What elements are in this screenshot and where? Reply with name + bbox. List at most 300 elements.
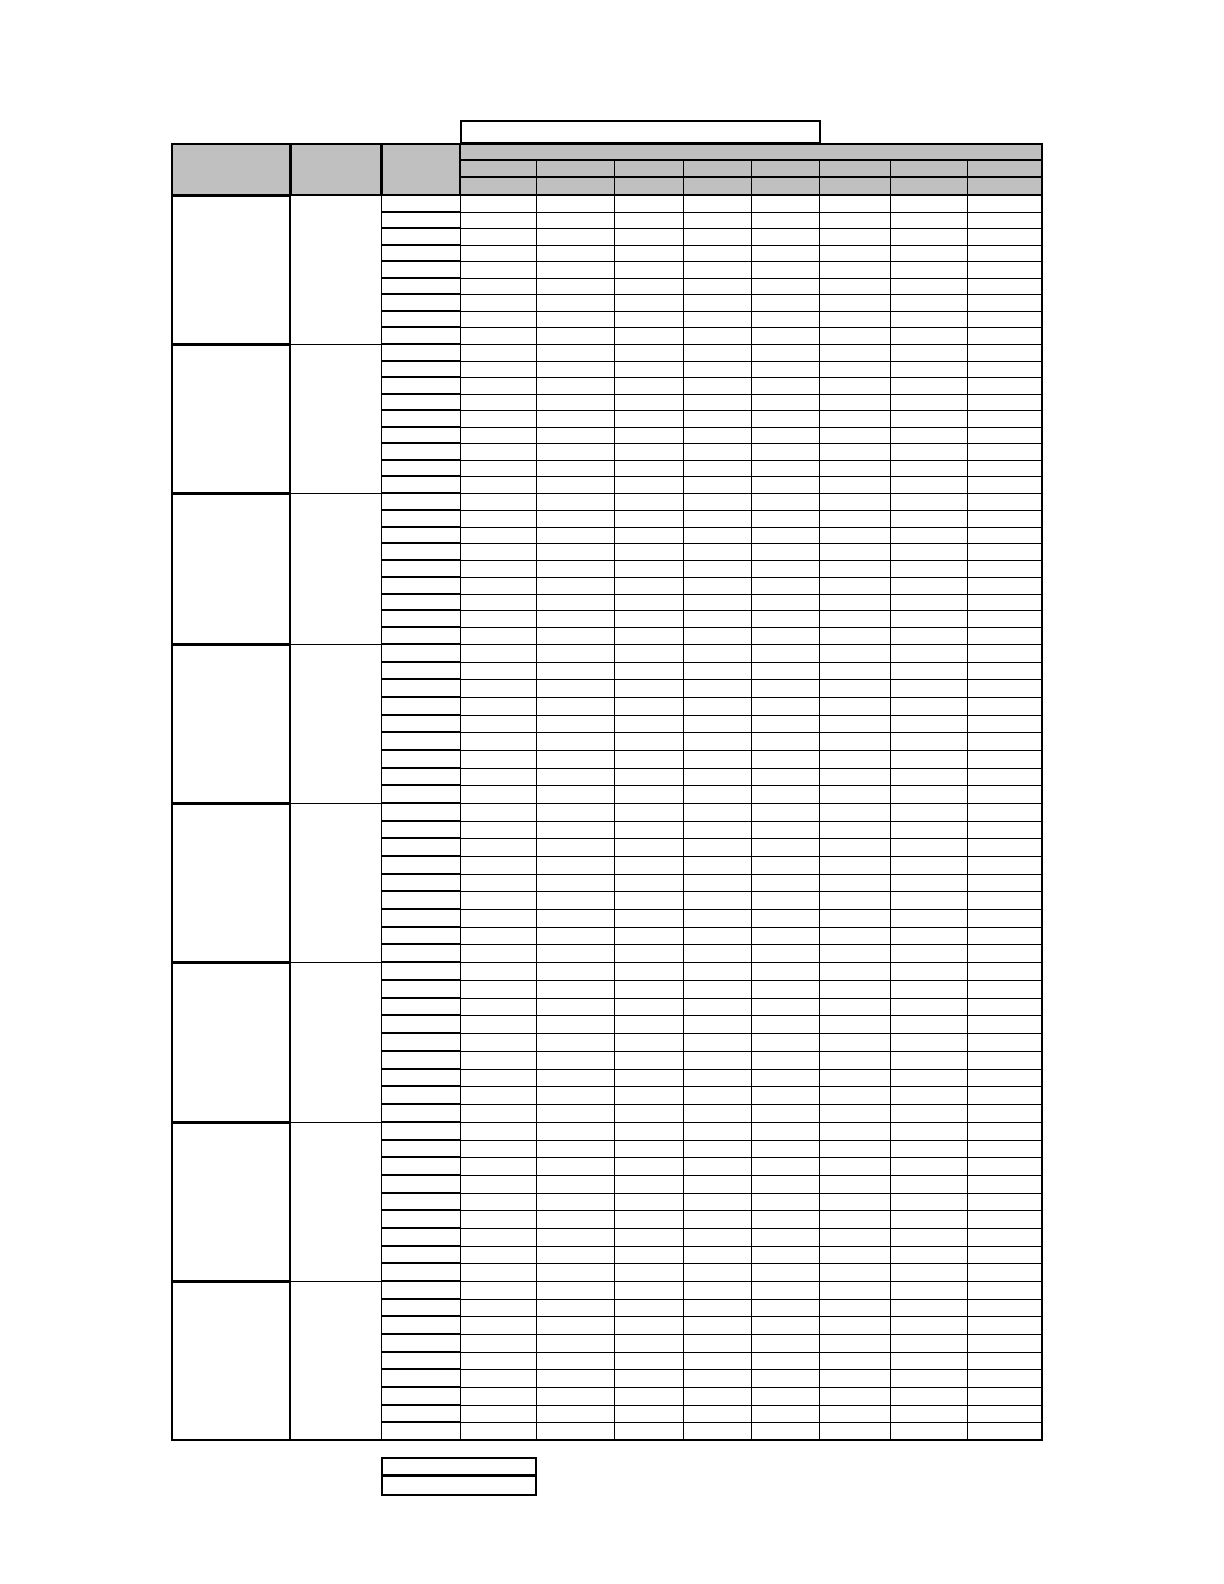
data-cell[interactable] [536, 195, 615, 213]
data-cell[interactable] [614, 909, 684, 928]
data-cell[interactable] [890, 856, 968, 875]
data-cell[interactable] [890, 278, 968, 295]
data-cell[interactable] [967, 1157, 1043, 1176]
data-cell[interactable] [536, 821, 615, 839]
data-cell[interactable] [751, 212, 820, 229]
data-cell[interactable] [460, 927, 537, 945]
data-cell[interactable] [819, 1334, 891, 1353]
data-cell[interactable] [614, 394, 684, 411]
row-label[interactable] [381, 1281, 461, 1300]
data-cell[interactable] [614, 1157, 684, 1176]
data-cell[interactable] [683, 679, 752, 698]
row-label[interactable] [381, 1104, 461, 1123]
data-cell[interactable] [967, 1334, 1043, 1353]
data-cell[interactable] [460, 195, 537, 213]
group-name-8[interactable] [171, 1281, 291, 1441]
data-cell[interactable] [614, 344, 684, 362]
data-cell[interactable] [614, 874, 684, 892]
row-label[interactable] [381, 697, 461, 716]
data-cell[interactable] [890, 891, 968, 910]
data-cell[interactable] [683, 1263, 752, 1282]
data-cell[interactable] [614, 1228, 684, 1247]
data-cell[interactable] [460, 944, 537, 963]
data-cell[interactable] [819, 874, 891, 892]
data-cell[interactable] [683, 732, 752, 751]
row-label[interactable] [381, 1015, 461, 1034]
data-cell[interactable] [751, 874, 820, 892]
data-cell[interactable] [683, 1281, 752, 1300]
row-label[interactable] [381, 980, 461, 999]
data-cell[interactable] [751, 245, 820, 262]
data-cell[interactable] [967, 1369, 1043, 1388]
data-cell[interactable] [536, 1422, 615, 1441]
data-cell[interactable] [536, 891, 615, 910]
data-cell[interactable] [967, 1104, 1043, 1123]
data-cell[interactable] [819, 195, 891, 213]
data-cell[interactable] [819, 1246, 891, 1264]
data-cell[interactable] [614, 1334, 684, 1353]
data-cell[interactable] [460, 377, 537, 395]
data-cell[interactable] [460, 909, 537, 928]
data-cell[interactable] [751, 1086, 820, 1105]
data-cell[interactable] [967, 261, 1043, 279]
data-cell[interactable] [536, 577, 615, 595]
group-sub-3[interactable] [290, 493, 382, 645]
data-cell[interactable] [751, 927, 820, 945]
data-cell[interactable] [890, 1228, 968, 1247]
data-cell[interactable] [967, 311, 1043, 328]
data-cell[interactable] [614, 212, 684, 229]
row-label[interactable] [381, 944, 461, 963]
data-cell[interactable] [967, 874, 1043, 892]
data-cell[interactable] [536, 1369, 615, 1388]
data-cell[interactable] [536, 980, 615, 999]
data-cell[interactable] [536, 560, 615, 578]
data-cell[interactable] [460, 785, 537, 804]
row-label[interactable] [381, 594, 461, 611]
data-cell[interactable] [890, 732, 968, 751]
data-cell[interactable] [683, 1015, 752, 1034]
data-cell[interactable] [751, 821, 820, 839]
data-cell[interactable] [890, 715, 968, 733]
row-label[interactable] [381, 1051, 461, 1070]
data-cell[interactable] [683, 768, 752, 786]
data-cell[interactable] [819, 245, 891, 262]
data-cell[interactable] [614, 1352, 684, 1370]
data-cell[interactable] [460, 327, 537, 345]
row-label[interactable] [381, 344, 461, 362]
data-cell[interactable] [819, 1281, 891, 1300]
data-cell[interactable] [967, 195, 1043, 213]
row-label[interactable] [381, 1387, 461, 1406]
row-label[interactable] [381, 662, 461, 680]
data-cell[interactable] [890, 493, 968, 511]
data-cell[interactable] [683, 1246, 752, 1264]
data-cell[interactable] [751, 909, 820, 928]
data-cell[interactable] [967, 543, 1043, 561]
data-cell[interactable] [536, 874, 615, 892]
data-cell[interactable] [890, 909, 968, 928]
data-cell[interactable] [536, 543, 615, 561]
row-label[interactable] [381, 750, 461, 769]
data-cell[interactable] [460, 294, 537, 312]
data-cell[interactable] [460, 980, 537, 999]
data-cell[interactable] [536, 679, 615, 698]
row-label[interactable] [381, 311, 461, 328]
data-cell[interactable] [819, 768, 891, 786]
row-label[interactable] [381, 803, 461, 822]
row-label[interactable] [381, 1299, 461, 1317]
data-cell[interactable] [683, 998, 752, 1016]
data-cell[interactable] [890, 460, 968, 477]
data-cell[interactable] [683, 361, 752, 378]
data-cell[interactable] [536, 1157, 615, 1176]
data-cell[interactable] [751, 610, 820, 628]
data-cell[interactable] [536, 212, 615, 229]
data-cell[interactable] [967, 944, 1043, 963]
data-cell[interactable] [460, 1069, 537, 1087]
group-sub-1[interactable] [290, 195, 382, 345]
data-cell[interactable] [683, 1175, 752, 1194]
row-label[interactable] [381, 278, 461, 295]
row-label[interactable] [381, 1422, 461, 1441]
data-cell[interactable] [890, 927, 968, 945]
data-cell[interactable] [819, 1122, 891, 1141]
data-cell[interactable] [751, 1122, 820, 1141]
data-cell[interactable] [819, 1263, 891, 1282]
data-cell[interactable] [890, 1086, 968, 1105]
data-cell[interactable] [536, 750, 615, 769]
data-cell[interactable] [683, 785, 752, 804]
row-label[interactable] [381, 1263, 461, 1282]
data-cell[interactable] [536, 1015, 615, 1034]
data-cell[interactable] [614, 1033, 684, 1052]
data-cell[interactable] [890, 212, 968, 229]
data-cell[interactable] [460, 278, 537, 295]
data-cell[interactable] [614, 1405, 684, 1423]
data-cell[interactable] [460, 527, 537, 544]
data-cell[interactable] [536, 785, 615, 804]
data-cell[interactable] [460, 476, 537, 494]
data-cell[interactable] [819, 1157, 891, 1176]
data-cell[interactable] [683, 1405, 752, 1423]
data-cell[interactable] [460, 610, 537, 628]
data-cell[interactable] [683, 1210, 752, 1229]
data-cell[interactable] [460, 361, 537, 378]
data-cell[interactable] [536, 998, 615, 1016]
data-cell[interactable] [460, 856, 537, 875]
data-cell[interactable] [614, 294, 684, 312]
data-cell[interactable] [683, 594, 752, 611]
data-cell[interactable] [460, 1387, 537, 1406]
data-cell[interactable] [536, 610, 615, 628]
data-cell[interactable] [819, 1369, 891, 1388]
data-cell[interactable] [819, 476, 891, 494]
data-cell[interactable] [683, 344, 752, 362]
data-cell[interactable] [614, 980, 684, 999]
data-cell[interactable] [460, 1193, 537, 1211]
row-label[interactable] [381, 768, 461, 786]
data-cell[interactable] [967, 1387, 1043, 1406]
row-label[interactable] [381, 1334, 461, 1353]
data-cell[interactable] [967, 410, 1043, 428]
data-cell[interactable] [819, 443, 891, 461]
data-cell[interactable] [536, 278, 615, 295]
data-cell[interactable] [614, 927, 684, 945]
data-cell[interactable] [819, 261, 891, 279]
data-cell[interactable] [819, 377, 891, 395]
data-cell[interactable] [819, 327, 891, 345]
data-cell[interactable] [536, 377, 615, 395]
data-cell[interactable] [460, 1263, 537, 1282]
data-cell[interactable] [967, 278, 1043, 295]
data-cell[interactable] [614, 1069, 684, 1087]
data-cell[interactable] [536, 1210, 615, 1229]
data-cell[interactable] [460, 803, 537, 822]
data-cell[interactable] [890, 768, 968, 786]
row-label[interactable] [381, 361, 461, 378]
data-cell[interactable] [683, 278, 752, 295]
data-cell[interactable] [460, 1369, 537, 1388]
data-cell[interactable] [819, 1086, 891, 1105]
data-cell[interactable] [683, 294, 752, 312]
data-cell[interactable] [967, 344, 1043, 362]
row-label[interactable] [381, 1157, 461, 1176]
data-cell[interactable] [614, 410, 684, 428]
data-cell[interactable] [460, 732, 537, 751]
data-cell[interactable] [460, 662, 537, 680]
data-cell[interactable] [819, 891, 891, 910]
data-cell[interactable] [536, 344, 615, 362]
data-cell[interactable] [967, 732, 1043, 751]
data-cell[interactable] [890, 594, 968, 611]
data-cell[interactable] [967, 1210, 1043, 1229]
data-cell[interactable] [819, 785, 891, 804]
row-label[interactable] [381, 1405, 461, 1423]
data-cell[interactable] [536, 361, 615, 378]
data-cell[interactable] [890, 311, 968, 328]
group-name-2[interactable] [171, 344, 291, 494]
data-cell[interactable] [460, 1051, 537, 1070]
data-cell[interactable] [967, 443, 1043, 461]
data-cell[interactable] [460, 311, 537, 328]
data-cell[interactable] [751, 594, 820, 611]
data-cell[interactable] [751, 1140, 820, 1158]
data-cell[interactable] [614, 1104, 684, 1123]
data-cell[interactable] [890, 697, 968, 716]
data-cell[interactable] [614, 944, 684, 963]
data-cell[interactable] [967, 856, 1043, 875]
data-cell[interactable] [751, 294, 820, 312]
data-cell[interactable] [890, 1069, 968, 1087]
data-cell[interactable] [819, 732, 891, 751]
data-cell[interactable] [751, 750, 820, 769]
data-cell[interactable] [967, 697, 1043, 716]
data-cell[interactable] [614, 377, 684, 395]
data-cell[interactable] [536, 510, 615, 528]
data-cell[interactable] [967, 377, 1043, 395]
data-cell[interactable] [819, 821, 891, 839]
data-cell[interactable] [536, 697, 615, 716]
data-cell[interactable] [751, 361, 820, 378]
data-cell[interactable] [819, 1140, 891, 1158]
data-cell[interactable] [751, 662, 820, 680]
data-cell[interactable] [536, 493, 615, 511]
data-cell[interactable] [614, 1140, 684, 1158]
data-cell[interactable] [460, 577, 537, 595]
data-cell[interactable] [751, 261, 820, 279]
row-label[interactable] [381, 577, 461, 595]
data-cell[interactable] [536, 311, 615, 328]
data-cell[interactable] [819, 1175, 891, 1194]
data-cell[interactable] [536, 294, 615, 312]
data-cell[interactable] [460, 1316, 537, 1335]
data-cell[interactable] [819, 294, 891, 312]
data-cell[interactable] [751, 998, 820, 1016]
data-cell[interactable] [890, 261, 968, 279]
data-cell[interactable] [536, 476, 615, 494]
data-cell[interactable] [819, 644, 891, 663]
data-cell[interactable] [460, 1015, 537, 1034]
data-cell[interactable] [751, 627, 820, 645]
data-cell[interactable] [819, 1299, 891, 1317]
data-cell[interactable] [683, 715, 752, 733]
data-cell[interactable] [751, 377, 820, 395]
row-label[interactable] [381, 261, 461, 279]
data-cell[interactable] [819, 493, 891, 511]
data-cell[interactable] [683, 427, 752, 444]
data-cell[interactable] [890, 294, 968, 312]
data-cell[interactable] [819, 856, 891, 875]
data-cell[interactable] [614, 1086, 684, 1105]
data-cell[interactable] [536, 1033, 615, 1052]
data-cell[interactable] [967, 212, 1043, 229]
data-cell[interactable] [751, 732, 820, 751]
row-label[interactable] [381, 195, 461, 213]
data-cell[interactable] [614, 278, 684, 295]
row-label[interactable] [381, 1193, 461, 1211]
data-cell[interactable] [614, 543, 684, 561]
data-cell[interactable] [683, 1140, 752, 1158]
data-cell[interactable] [967, 750, 1043, 769]
row-label[interactable] [381, 245, 461, 262]
data-cell[interactable] [967, 1015, 1043, 1034]
data-cell[interactable] [460, 1281, 537, 1300]
data-cell[interactable] [819, 361, 891, 378]
data-cell[interactable] [536, 1175, 615, 1194]
data-cell[interactable] [614, 361, 684, 378]
data-cell[interactable] [614, 493, 684, 511]
data-cell[interactable] [967, 560, 1043, 578]
row-label[interactable] [381, 1033, 461, 1052]
data-cell[interactable] [460, 410, 537, 428]
row-label[interactable] [381, 610, 461, 628]
data-cell[interactable] [536, 838, 615, 857]
row-label[interactable] [381, 410, 461, 428]
data-cell[interactable] [536, 1387, 615, 1406]
data-cell[interactable] [890, 1033, 968, 1052]
data-cell[interactable] [751, 1175, 820, 1194]
data-cell[interactable] [614, 560, 684, 578]
data-cell[interactable] [967, 1352, 1043, 1370]
data-cell[interactable] [967, 427, 1043, 444]
data-cell[interactable] [967, 768, 1043, 786]
data-cell[interactable] [890, 1210, 968, 1229]
data-cell[interactable] [460, 1228, 537, 1247]
data-cell[interactable] [460, 1246, 537, 1264]
data-cell[interactable] [614, 627, 684, 645]
data-cell[interactable] [683, 261, 752, 279]
data-cell[interactable] [460, 228, 537, 246]
row-label[interactable] [381, 998, 461, 1016]
data-cell[interactable] [751, 493, 820, 511]
data-cell[interactable] [819, 1405, 891, 1423]
data-cell[interactable] [614, 610, 684, 628]
data-cell[interactable] [460, 891, 537, 910]
data-cell[interactable] [890, 838, 968, 857]
data-cell[interactable] [751, 891, 820, 910]
data-cell[interactable] [751, 785, 820, 804]
data-cell[interactable] [890, 1051, 968, 1070]
data-cell[interactable] [967, 927, 1043, 945]
data-cell[interactable] [890, 1352, 968, 1370]
data-cell[interactable] [683, 980, 752, 999]
data-cell[interactable] [819, 460, 891, 477]
data-cell[interactable] [536, 1086, 615, 1105]
data-cell[interactable] [967, 838, 1043, 857]
data-cell[interactable] [614, 476, 684, 494]
data-cell[interactable] [614, 460, 684, 477]
data-cell[interactable] [614, 1193, 684, 1211]
data-cell[interactable] [751, 394, 820, 411]
data-cell[interactable] [614, 732, 684, 751]
data-cell[interactable] [460, 1140, 537, 1158]
data-cell[interactable] [819, 278, 891, 295]
data-cell[interactable] [967, 1316, 1043, 1335]
row-label[interactable] [381, 927, 461, 945]
data-cell[interactable] [890, 1140, 968, 1158]
data-cell[interactable] [751, 803, 820, 822]
data-cell[interactable] [683, 245, 752, 262]
data-cell[interactable] [967, 1228, 1043, 1247]
group-name-1[interactable] [171, 195, 291, 345]
data-cell[interactable] [536, 1299, 615, 1317]
row-label[interactable] [381, 1086, 461, 1105]
data-cell[interactable] [460, 344, 537, 362]
group-sub-6[interactable] [290, 962, 382, 1123]
row-label[interactable] [381, 476, 461, 494]
data-cell[interactable] [967, 594, 1043, 611]
data-cell[interactable] [614, 662, 684, 680]
data-cell[interactable] [967, 662, 1043, 680]
data-cell[interactable] [683, 1033, 752, 1052]
data-cell[interactable] [819, 543, 891, 561]
data-cell[interactable] [890, 1015, 968, 1034]
row-label[interactable] [381, 493, 461, 511]
data-cell[interactable] [890, 361, 968, 378]
data-cell[interactable] [683, 1316, 752, 1335]
data-cell[interactable] [890, 679, 968, 698]
data-cell[interactable] [683, 443, 752, 461]
data-cell[interactable] [751, 1387, 820, 1406]
data-cell[interactable] [967, 361, 1043, 378]
row-label[interactable] [381, 510, 461, 528]
data-cell[interactable] [967, 1263, 1043, 1282]
group-name-7[interactable] [171, 1122, 291, 1282]
data-cell[interactable] [819, 1193, 891, 1211]
data-cell[interactable] [536, 427, 615, 444]
data-cell[interactable] [890, 543, 968, 561]
